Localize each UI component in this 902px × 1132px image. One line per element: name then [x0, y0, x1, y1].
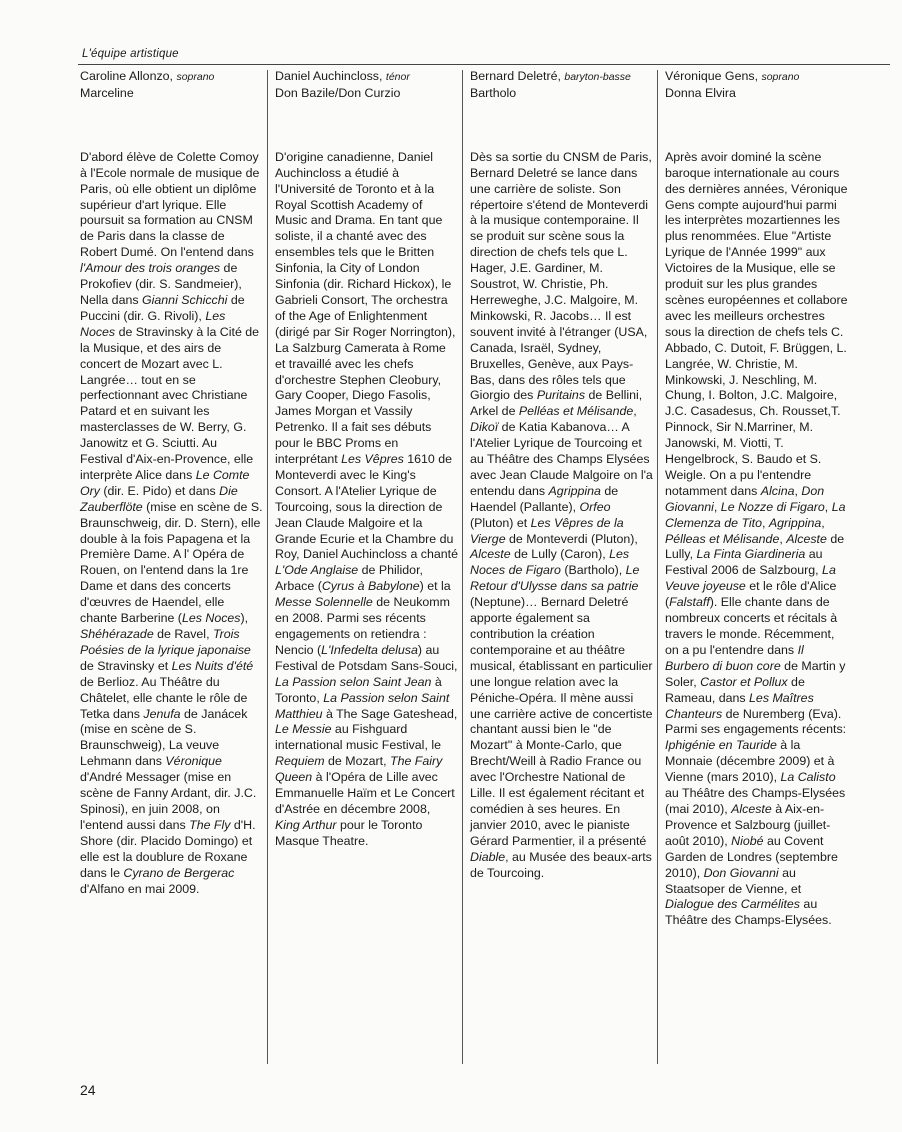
- bio-text: de Neukomm en 2008. Parmi ses récents engagements on retiendra : Nencio (: [275, 595, 450, 657]
- work-title: L'Ode Anglaise: [275, 563, 359, 578]
- bio-text: de Janácek (mise en scène de S. Braunschweig), La veuve Lehmann dans: [80, 706, 248, 769]
- bio-text: D'origine canadienne, Daniel Auchincloss a étudié à l'Université de Toronto et à la Royal Scottish Academy of Music and Drama. En tant que soliste, il a chanté avec des ensembles tels que le Britten Sinfonia, la City of London Sinfonia (dir. Richard Hickox), le Gabrieli Consort, The orchestra of the Age of Enlightenment (dirigé par Sir Roger Norrington), La Salzburg Camerata à Rome et travaillé avec les chefs d'orchestre Stephen Cleobury, Gary Cooper, Diego Fasolis, James Morgan et Vassily Petrenko. Il a fait ses débuts pour le BBC Proms en interprétant: [275, 149, 456, 467]
- bio-text: de Stravinsky à la Cité de la Musique, et des airs de concert de Mozart avec L. Langrée… tout en se perfectionnant avec Christiane Patard et en suivant les masterclasses de W. Berry, G. Janowitz et G. Sciutti. Au Festival d'Aix-en-Provence, elle interprète Alice dans: [80, 324, 260, 482]
- work-title: La Veuve joyeuse: [665, 563, 836, 594]
- bio-text: de Mozart,: [324, 754, 391, 769]
- bio-text: ,: [633, 404, 637, 419]
- bio-text: (Bartholo),: [560, 563, 626, 578]
- work-title: Don Giovanni: [665, 483, 825, 514]
- bio-text: de Philidor, Arbace (: [275, 563, 423, 594]
- bio-text: de Monteverdi (Pluton),: [505, 531, 638, 546]
- work-title: Le Messie: [275, 722, 332, 737]
- artist-name-line: Véronique Gens, soprano: [665, 69, 800, 83]
- bio-text: ,: [794, 483, 802, 498]
- bio-text: au Covent Garden de Londres (septembre 2010),: [665, 833, 838, 880]
- artist-name-line: Bernard Deletré, baryton-basse: [470, 69, 631, 83]
- work-title: Requiem: [275, 754, 325, 769]
- work-title: Iphigénie en Tauride: [665, 738, 777, 753]
- work-title: Dialogue des Carmélites: [665, 897, 800, 912]
- artist-bio: [470, 150, 653, 882]
- bio-text: , au Musée des beaux-arts de Tourcoing.: [470, 849, 652, 880]
- work-title: King Arthur: [275, 817, 337, 832]
- bio-text: ,: [713, 499, 721, 514]
- bio-text: de Haendel (Pallante),: [470, 483, 619, 514]
- work-title: Les Vêpres de la Vierge: [470, 515, 624, 546]
- bio-text: d'H. Shore (dir. Placido Domingo) et elle est la doublure de Roxane dans le: [80, 817, 256, 880]
- artist-name: Véronique Gens: [665, 69, 755, 83]
- bio-text: de Ravel,: [153, 627, 213, 641]
- work-title: Falstaff: [669, 595, 710, 610]
- work-title: Gianni Schicchi: [142, 292, 228, 307]
- bio-text: de Lully (Caron),: [510, 547, 610, 562]
- bio-text: et le rôle d'Alice (: [665, 579, 837, 610]
- voice-type: ténor: [385, 71, 410, 83]
- voice-type: soprano: [176, 71, 215, 83]
- work-title: Alceste: [470, 547, 511, 562]
- work-title: Véronique: [165, 754, 222, 769]
- bio-text: ),: [240, 611, 249, 626]
- role-name: Bartholo: [470, 85, 517, 100]
- bio-paragraph: [80, 150, 263, 898]
- work-title: Le Comte Ory: [80, 467, 250, 498]
- work-title: La Calisto: [780, 770, 836, 785]
- bio-text: ,: [779, 531, 787, 546]
- work-title: Agrippina: [548, 483, 601, 498]
- work-title: Messe Solennelle: [275, 595, 373, 610]
- voice-type: baryton-basse: [564, 71, 631, 83]
- work-title: Orfeo: [579, 499, 611, 514]
- bio-text: ) au Festival de Potsdam Sans-Souci,: [275, 642, 458, 673]
- bio-text: d'André Messager (mise en scène de Fanny Ardant, dir. J.C. Spinosi), en juin 2008, on l'entend aussi dans: [80, 770, 257, 832]
- bio-text: à l'Opéra de Lille avec Emmanuelle Haïm et Le Concert d'Astrée en décembre 2008,: [275, 770, 455, 816]
- column-rule: [657, 70, 658, 1064]
- bio-text: au Fishguard international music Festival, le: [275, 722, 441, 753]
- bio-text: au Staatsoper de Vienne, et: [665, 865, 802, 896]
- work-title: Alceste: [731, 801, 772, 816]
- work-title: Les Maîtres Chanteurs: [665, 690, 814, 721]
- work-title: Les Vêpres: [341, 452, 404, 467]
- work-title: Les Nuits d'été: [171, 658, 254, 673]
- role-name: Marceline: [80, 85, 134, 100]
- page-number: 24: [80, 1082, 96, 1098]
- bio-text: D'abord élève de Colette Comoy à l'Ecole normale de musique de Paris, où elle obtient un diplôme supérieur d'art lyrique. Elle poursuit sa formation au CNSM de Paris dans la classe de Robert Dumé. On l'entend dans: [80, 149, 260, 260]
- bio-text: ,: [821, 515, 825, 530]
- bio-text: au Théâtre des Champs-Elysées.: [665, 897, 832, 928]
- work-title: Agrippina: [768, 515, 822, 530]
- column-rule: [462, 70, 463, 1064]
- work-title: Die Zauberflöte: [80, 483, 238, 514]
- bio-text: au Théâtre des Champs-Elysées (mai 2010),: [665, 786, 846, 816]
- artist-column: [275, 69, 458, 850]
- work-title: Niobé: [731, 833, 764, 848]
- work-title: Pelléas et Mélisande: [518, 404, 634, 419]
- artist-column: [470, 69, 653, 882]
- work-title: Pélleas et Mélisande: [665, 531, 780, 546]
- bio-text: de Rameau, dans: [665, 674, 805, 705]
- column-rule: [267, 70, 268, 1064]
- bio-paragraph: [275, 150, 458, 850]
- bio-text: Après avoir dominé la scène baroque internationale au cours des dernières années, Véronique Gens compte aujourd'hui parmi les interprètes mozartiennes les plus renommées. Elue "Artiste Lyrique de l'Année 1999" aux Victoires de la Musique, elle se produit sur les plus grandes scènes européennes et collabore avec les meilleurs orchestres sous la direction de chefs tels C. Abbado, C. Dutoit, F. Brüggen, L. Langrée, W. Christie, M. Minkowski, J. Neschling, M. Chung, I. Bolton, J.C. Malgoire, J.C. Casadesus, Ch. Rousset,T. Pinnock, Sir N.Marriner, M. Janowski, M. Viotti, T. Hengelbrock, S. Baudo et S. Weigle. On a pu l'entendre notamment dans: [665, 149, 848, 498]
- work-title: La Passion selon Saint Jean: [275, 674, 432, 689]
- artist-name: Caroline Allonzo: [80, 69, 170, 83]
- bio-text: de Berlioz. Au Théâtre du Châtelet, elle chante le rôle de Tetka dans: [80, 674, 248, 721]
- work-title: Castor et Pollux: [700, 674, 788, 689]
- bio-text: à la Monnaie (décembre 2009) et à Vienne (mars 2010),: [665, 738, 835, 785]
- bio-text: ,: [824, 499, 832, 514]
- artist-bio: [275, 150, 458, 850]
- work-title: L'Infedelta delusa: [321, 642, 418, 657]
- header-rule: [78, 64, 890, 65]
- work-title: Cyrano de Bergerac: [123, 865, 235, 880]
- bio-text: pour le Toronto Masque Theatre.: [275, 817, 423, 848]
- artist-bio: [665, 150, 848, 929]
- bio-text: à Toronto,: [275, 674, 442, 705]
- bio-text: (Neptune)… Bernard Deletré apporte également sa contribution la création contemporaine et au théâtre musical, établissant en particulier une longue relation avec la Péniche-Opéra. Il mène aussi une carrière active de concertiste chantant aussi bien le "de Mozart" à Monte-Carlo, que Brecht/Weill à Radio France ou avec l'Orchestre National de Lille. Il est également récitant et comédien à ses heures. En janvier 2010, avec le pianiste Gérard Parmentier, il a présenté: [470, 595, 653, 848]
- bio-text: de Puccini (dir. G. Rivoli),: [80, 292, 245, 323]
- bio-text: de Bellini, Arkel de: [470, 388, 643, 419]
- work-title: Les Noces de Figaro: [470, 547, 630, 578]
- voice-type: soprano: [761, 71, 800, 83]
- bio-text: ). Elle chante dans de nombreux concerts et récitals à travers le monde. Récemment, on a pu l'entendre dans: [665, 595, 838, 657]
- artist-name-line: Daniel Auchincloss, ténor: [275, 69, 410, 83]
- work-title: Puritains: [536, 388, 586, 403]
- work-title: Don Giovanni: [703, 865, 779, 880]
- work-title: Les Noces: [181, 611, 241, 626]
- work-title: La Finta Giardineria: [696, 547, 806, 562]
- work-title: Le Nozze di Figaro: [720, 499, 825, 514]
- bio-text: à Aix-en-Provence et Salzbourg (juillet-août 2010),: [665, 801, 831, 848]
- bio-text: à The Sage Gateshead,: [322, 706, 458, 721]
- work-title: Trois Poésies de la lyrique japonaise: [80, 627, 251, 657]
- role-name: Donna Elvira: [665, 85, 736, 100]
- work-title: Le Retour d'Ulysse dans sa patrie: [470, 563, 640, 594]
- work-title: Il Burbero di buon core: [665, 642, 804, 673]
- work-title: La Passion selon Saint Matthieu: [275, 690, 450, 721]
- work-title: l'Amour des trois oranges: [80, 261, 221, 276]
- artist-bio: [80, 150, 263, 898]
- work-title: Alcina: [760, 483, 795, 498]
- work-title: Les Noces: [80, 308, 226, 339]
- bio-text: 1610 de Monteverdi avec le King's Consort. A l'Atelier Lyrique de Tourcoing, sous la direction de Jean Claude Malgoire et la Grande Ecurie et la Chambre du Roy, Daniel Auchincloss a chanté: [275, 452, 458, 562]
- work-title: The Fairy Queen: [275, 754, 443, 785]
- bio-text: (dir. E. Pido) et dans: [99, 483, 220, 498]
- work-title: Dikoï: [470, 420, 499, 435]
- bio-paragraph: [665, 150, 848, 929]
- work-title: Jenufa: [143, 706, 181, 721]
- bio-text: (Pluton) et: [470, 515, 531, 530]
- artist-name-line: Caroline Allonzo, soprano: [80, 69, 215, 83]
- bio-text: d'Alfano en mai 2009.: [80, 881, 200, 896]
- artist-column: [80, 69, 263, 897]
- work-title: Shéhérazade: [80, 627, 154, 641]
- artist-column: [665, 69, 848, 929]
- work-title: Alceste: [786, 531, 827, 546]
- bio-text: de Lully,: [665, 531, 845, 562]
- bio-text: de Katia Kabanova… A l'Atelier Lyrique de Tourcoing et au Théâtre des Champs Elysées avec Jean Claude Malgoire on l'a entendu dans: [470, 420, 653, 498]
- artist-name: Bernard Deletré: [470, 69, 558, 83]
- role-name: Don Bazile/Don Curzio: [275, 85, 401, 100]
- bio-text: ) et la: [419, 579, 451, 594]
- work-title: Cyrus à Babylone: [321, 579, 420, 594]
- bio-text: de Nuremberg (Eva). Parmi ses engagements récents:: [665, 706, 847, 737]
- section-header: L'équipe artistique: [82, 48, 179, 60]
- work-title: The Fly: [189, 817, 231, 832]
- work-title: Diable: [470, 849, 506, 864]
- bio-paragraph: [470, 150, 653, 882]
- bio-text: de Prokofiev (dir. S. Sandmeier), Nella dans: [80, 261, 242, 307]
- work-title: La Clemenza de Tito: [665, 499, 846, 530]
- bio-text: (mise en scène de S. Braunschweig, dir. D. Stern), elle double à la fois Papagena et la Première Dame. A l' Opéra de Rouen, on l'entend dans la 1re Dame et dans des concerts d'œuvres de Haendel, elle chante Barberine (: [80, 499, 263, 626]
- artist-name: Daniel Auchincloss: [275, 69, 380, 83]
- bio-text: au Festival 2006 de Salzbourg,: [665, 547, 823, 578]
- bio-text: Dès sa sortie du CNSM de Paris, Bernard Deletré se lance dans une carrière de soliste. Son répertoire s'étend de Monteverdi à la musique contemporaine. Il se produit sur scène sous la direction de chefs tels que L. Hager, J.E. Gardiner, M. Soustrot, W. Christie, Ph. Herreweghe, J.C. Malgoire, M. Minkowski, R. Jacobs… Il est souvent invité à l'étranger (USA, Canada, Israël, Sydney, Bruxelles, Genève, aux Pays-Bas, dans des rôles tels que Giorgio des: [470, 149, 652, 403]
- bio-text: de Martin y Soler,: [665, 658, 846, 689]
- bio-text: ,: [762, 515, 769, 530]
- bio-text: de Stravinsky et: [80, 658, 172, 673]
